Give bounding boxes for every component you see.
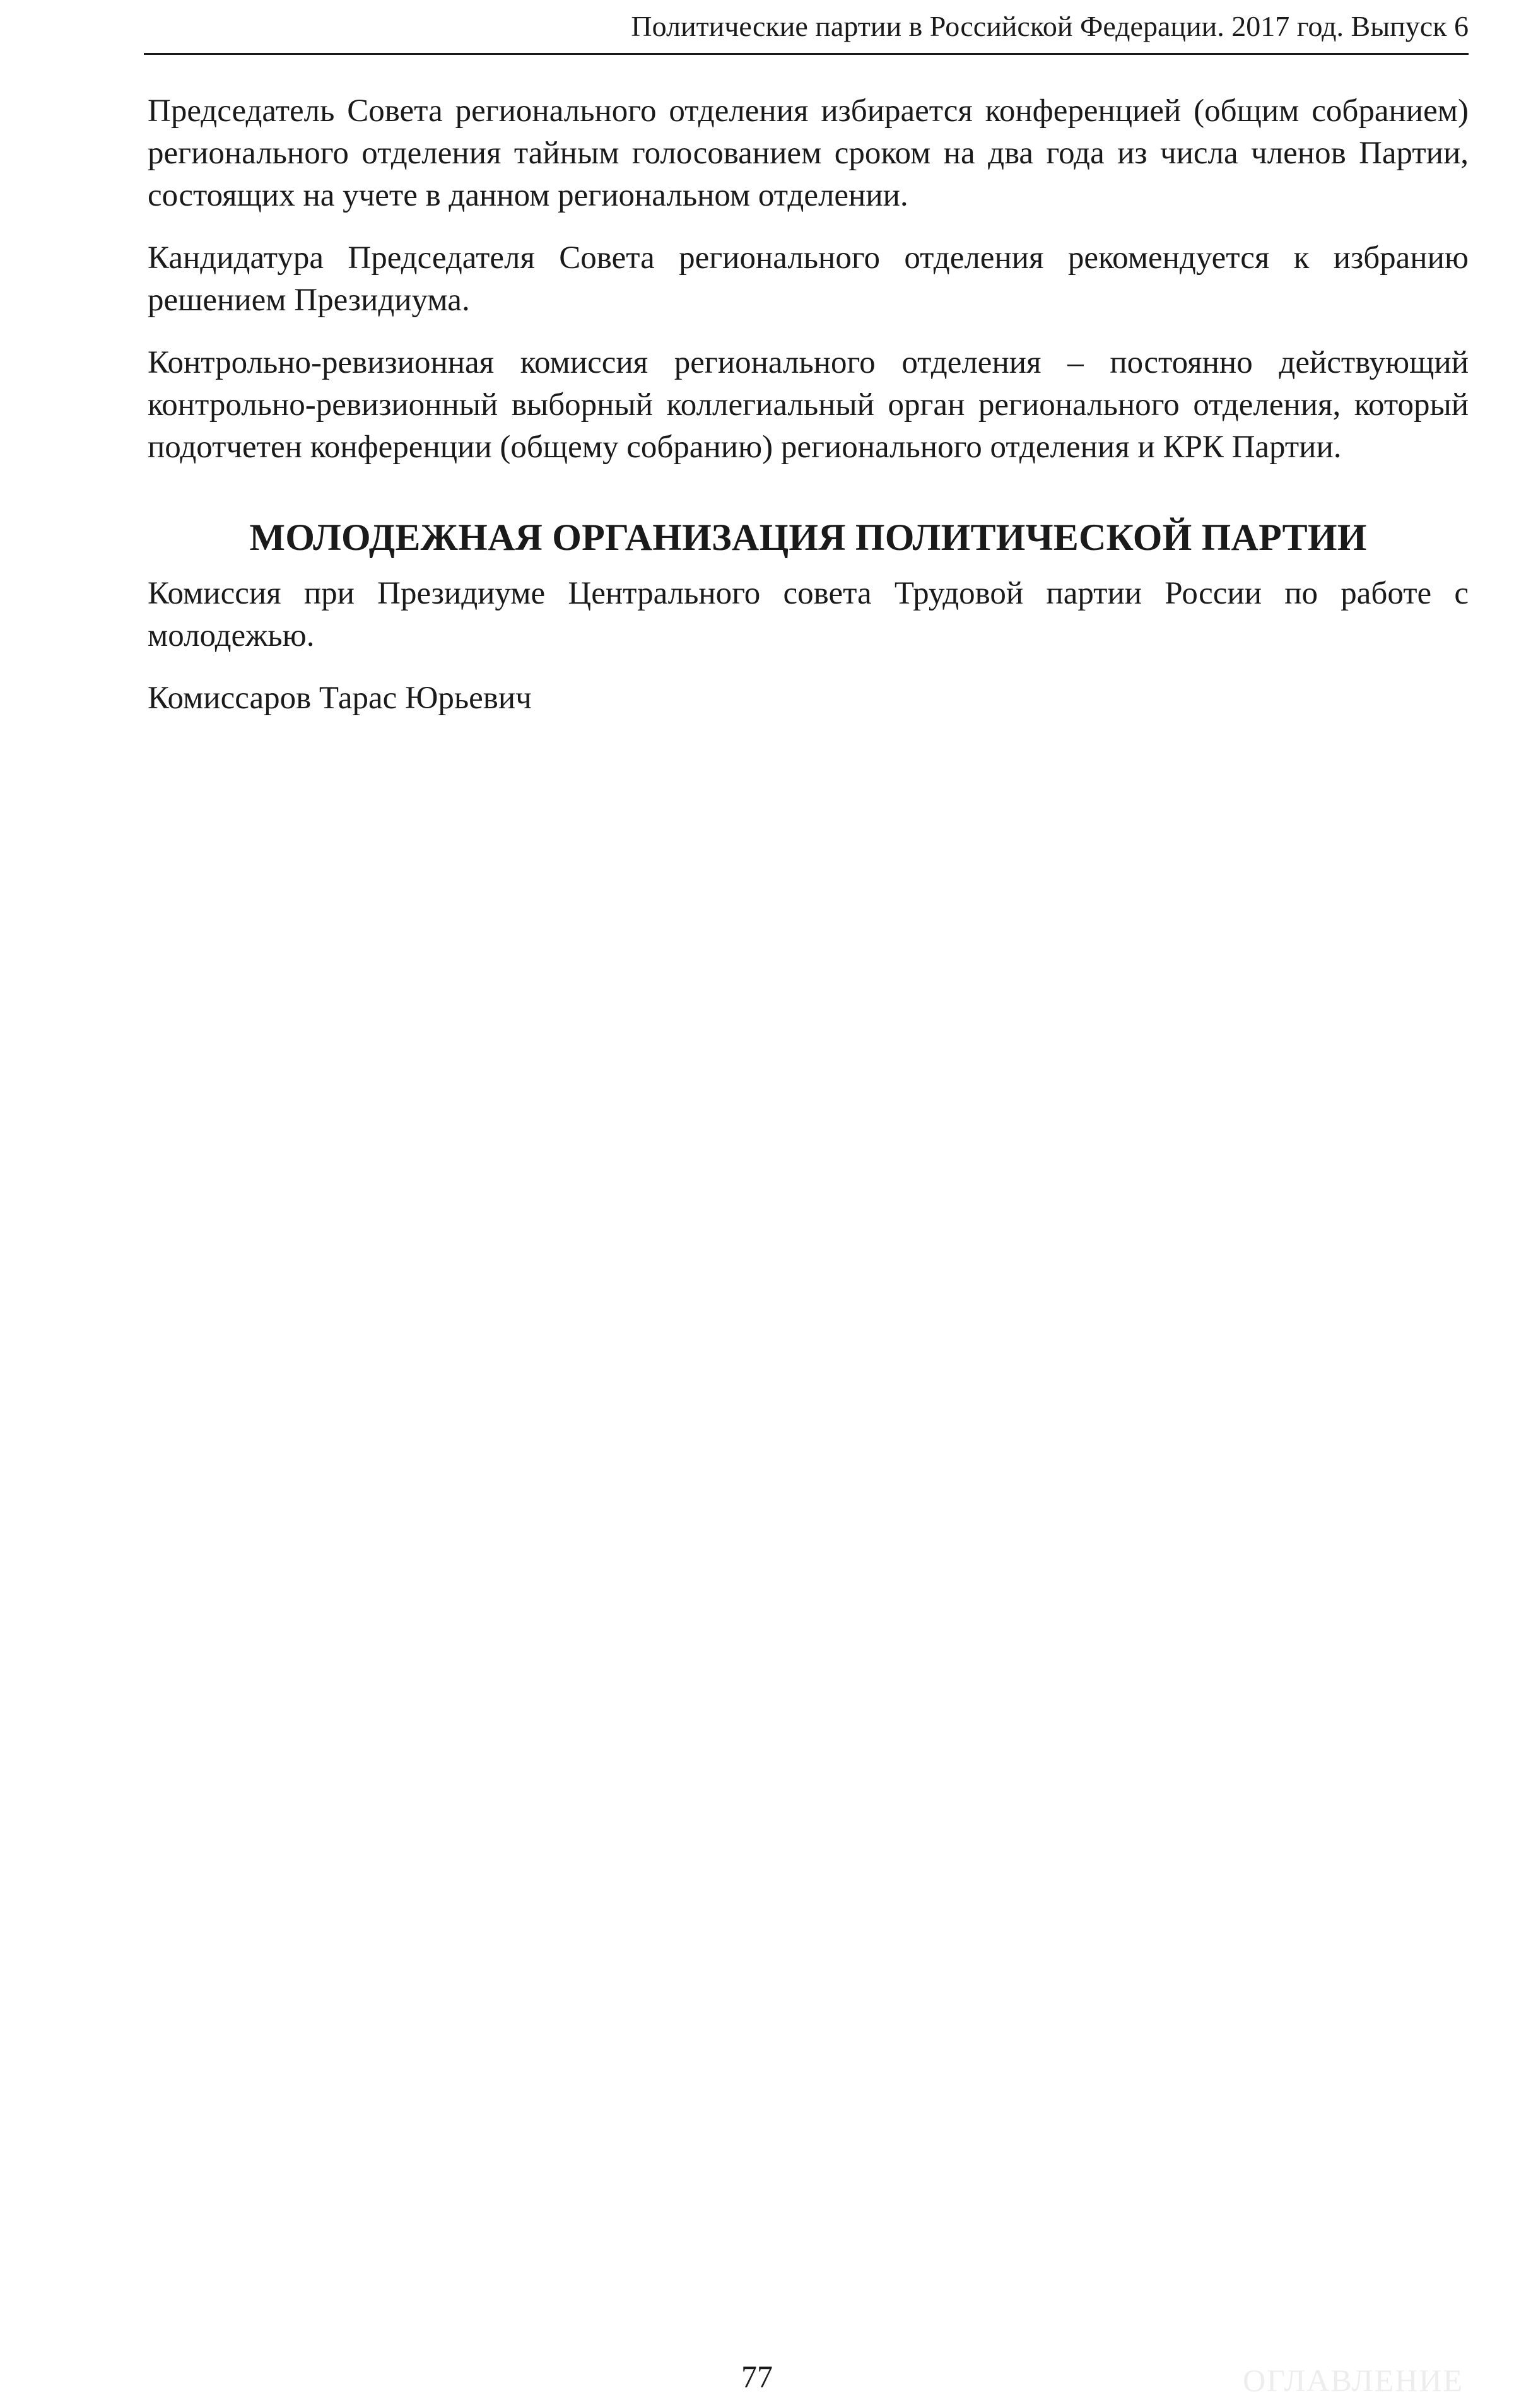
section-title: МОЛОДЕЖНАЯ ОРГАНИЗАЦИЯ ПОЛИТИЧЕСКОЙ ПАРТИИ (249, 517, 1367, 558)
section-body (148, 573, 1469, 740)
paragraph: Комиссаров Тарас Юрьевич (148, 681, 532, 716)
running-header: Политические партии в Российской Федерации. 2017 год. Выпуск 6 (144, 9, 1469, 55)
page-number: 77 (741, 2359, 773, 2394)
paragraph: Комиссия при Президиуме Центрального совета Трудовой партии России по работе с молодежью. (148, 576, 1469, 653)
paragraph: Кандидатура Председателя Совета регионального отделения рекомендуется к избранию решением Президиума. (148, 240, 1469, 318)
paragraph: Председатель Совета регионального отделения избирается конференцией (общим собранием) регионального отделения тайным голосованием сроком на два года из числа членов Партии, состоящих на учете в данном региональном отделении. (148, 93, 1469, 213)
body-text-block (148, 90, 1469, 489)
table-of-contents-link[interactable]: ОГЛАВЛЕНИЕ (1243, 2363, 1464, 2398)
paragraph: Контрольно-ревизионная комиссия регионального отделения – постоянно действующий контрольно-ревизионный выборный коллегиальный орган регионального отделения, который подотчетен конференции (общему собранию) регионального отделения и КРК Партии. (148, 345, 1469, 465)
